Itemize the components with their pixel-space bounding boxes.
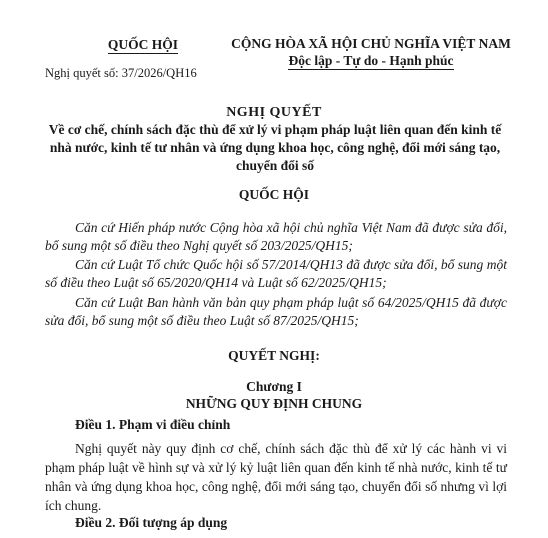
national-title: CỘNG HÒA XÃ HỘI CHỦ NGHĨA VIỆT NAM [231, 36, 511, 51]
legal-basis-3: Căn cứ Luật Ban hành văn bản quy phạm pháp luật số 64/2025/QH15 đã được sửa đổi, bổ sung một số điều theo Luật số 87/2025/QH15; [45, 295, 507, 328]
chapter-heading [0, 378, 548, 412]
document-title: Về cơ chế, chính sách đặc thù để xử lý vi phạm pháp luật liên quan đến kinh tế nhà nước, kinh tế tư nhân và ứng dụng khoa học, công nghệ, đổi mới sáng tạo, chuyển đổi số [48, 122, 502, 173]
legal-basis-1: Căn cứ Hiến pháp nước Cộng hòa xã hội chủ nghĩa Việt Nam đã được sửa đổi, bổ sung một số điều theo Nghị quyết số 203/2025/QH15; [45, 220, 507, 253]
article-1-text: Nghị quyết này quy định cơ chế, chính sách đặc thù để xử lý các hành vi vi phạm pháp luật về hình sự và xử lý kỷ luật liên quan đến kinh tế nhà nước, kinh tế tư nhân và ứng dụng khoa học, công nghệ, đổi mới sáng tạo, chuyển đổi số nhưng vì lợi ích chung. [45, 441, 507, 513]
decision-heading: QUYẾT NGHỊ: [228, 348, 320, 363]
article-2-heading: Điều 2. Đối tượng áp dụng [75, 515, 228, 530]
header-right [226, 36, 516, 70]
national-motto: Độc lập - Tự do - Hạnh phúc [288, 53, 454, 68]
document-type: NGHỊ QUYẾT [226, 105, 322, 120]
resolution-number: Nghị quyết số: 37/2026/QH16 [45, 66, 197, 80]
chapter-title: NHỮNG QUY ĐỊNH CHUNG [185, 396, 363, 411]
article-1-heading: Điều 1. Phạm vi điều chỉnh [75, 417, 231, 432]
issuing-organization: QUỐC HỘI [107, 37, 179, 52]
legal-basis-2: Căn cứ Luật Tổ chức Quốc hội số 57/2014/QH13 đã được sửa đổi, bổ sung một số điều theo Luật số 65/2020/QH14 và Luật số 62/2025/QH15; [45, 257, 507, 290]
issuer-heading: QUỐC HỘI [238, 187, 310, 202]
header-left [48, 36, 238, 54]
chapter-number: Chương I [246, 379, 302, 394]
